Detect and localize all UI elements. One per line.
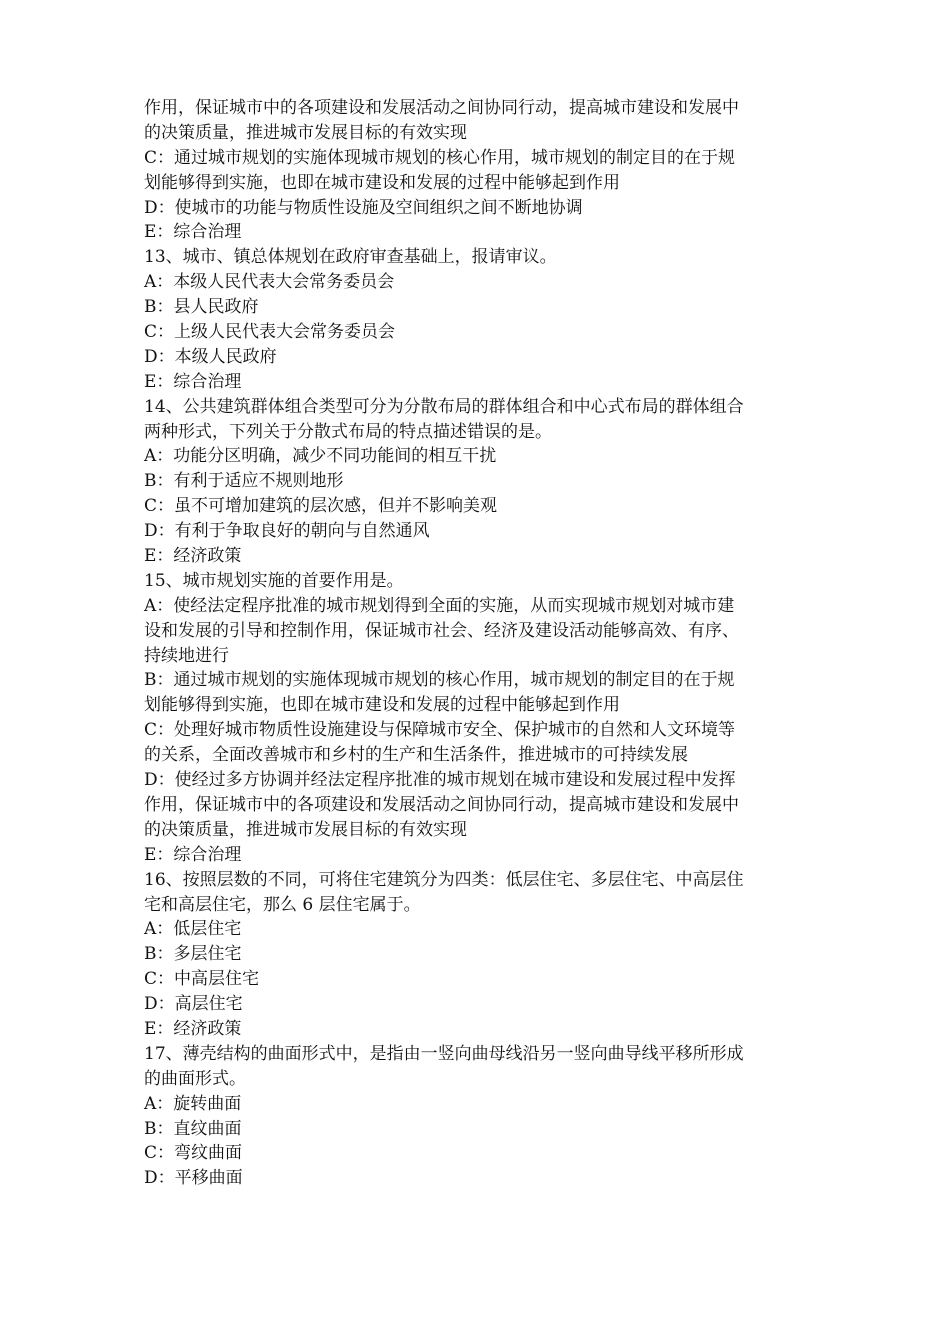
text-line: 的关系，全面改善城市和乡村的生产和生活条件，推进城市的可持续发展 [144, 745, 688, 766]
option-line: C：上级人民代表大会常务委员会 [144, 322, 396, 343]
option-line: B：多层住宅 [144, 944, 242, 965]
option-line: C：处理好城市物质性设施建设与保障城市安全、保护城市的自然和人文环境等 [144, 720, 736, 741]
option-line: E：经济政策 [144, 1018, 242, 1039]
question-14: 14、公共建筑群体组合类型可分为分散布局的群体组合和中心式布局的群体组合 [144, 396, 744, 417]
option-line: E：综合治理 [144, 222, 242, 243]
text-line: 持续地进行 [144, 645, 229, 666]
option-line: C：通过城市规划的实施体现城市规划的核心作用，城市规划的制定目的在于规 [144, 147, 736, 168]
text-line: 划能够得到实施，也即在城市建设和发展的过程中能够起到作用 [144, 695, 620, 716]
option-line: D：使经过多方协调并经法定程序批准的城市规划在城市建设和发展过程中发挥 [144, 770, 736, 791]
option-line: C：中高层住宅 [144, 969, 260, 990]
option-line: A：本级人民代表大会常务委员会 [144, 272, 395, 293]
text-line: 两种形式，下列关于分散式布局的特点描述错误的是。 [144, 421, 552, 442]
option-line: E：经济政策 [144, 546, 242, 567]
document-page [144, 96, 818, 1191]
option-line: D：本级人民政府 [144, 346, 277, 367]
option-line: A：旋转曲面 [144, 1093, 242, 1114]
question-13: 13、城市、镇总体规划在政府审查基础上，报请审议。 [144, 247, 557, 268]
text-line: 设和发展的引导和控制作用，保证城市社会、经济及建设活动能够高效、有序、 [144, 620, 739, 641]
option-line: D：平移曲面 [144, 1168, 243, 1189]
text-line: 的决策质量，推进城市发展目标的有效实现 [144, 122, 467, 143]
option-line: E：综合治理 [144, 371, 242, 392]
option-line: E：综合治理 [144, 844, 242, 865]
option-line: B：县人民政府 [144, 297, 259, 318]
option-line: D：高层住宅 [144, 994, 243, 1015]
question-16: 16、按照层数的不同，可将住宅建筑分为四类：低层住宅、多层住宅、中高层住 [144, 869, 744, 890]
question-17: 17、薄壳结构的曲面形式中，是指由一竖向曲母线沿另一竖向曲导线平移所形成 [144, 1043, 744, 1064]
question-15: 15、城市规划实施的首要作用是。 [144, 570, 404, 591]
option-line: D：使城市的功能与物质性设施及空间组织之间不断地协调 [144, 197, 583, 218]
option-line: B：直纹曲面 [144, 1118, 242, 1139]
text-line: 作用，保证城市中的各项建设和发展活动之间协同行动，提高城市建设和发展中 [144, 98, 739, 118]
text-line: 作用，保证城市中的各项建设和发展活动之间协同行动，提高城市建设和发展中 [144, 794, 739, 815]
option-line: D：有利于争取良好的朝向与自然通风 [144, 521, 430, 542]
option-line: B：通过城市规划的实施体现城市规划的核心作用，城市规划的制定目的在于规 [144, 670, 735, 691]
text-line: 的决策质量，推进城市发展目标的有效实现 [144, 819, 467, 840]
option-line: C：弯纹曲面 [144, 1143, 243, 1164]
text-line: 划能够得到实施，也即在城市建设和发展的过程中能够起到作用 [144, 172, 620, 193]
text-line: 的曲面形式。 [144, 1068, 246, 1089]
option-line: A：功能分区明确，减少不同功能间的相互干扰 [144, 446, 497, 467]
option-line: A：低层住宅 [144, 919, 242, 940]
option-line: C：虽不可增加建筑的层次感，但并不影响美观 [144, 496, 498, 517]
option-line: B：有利于适应不规则地形 [144, 471, 344, 492]
text-line: 宅和高层住宅，那么 6 层住宅属于。 [144, 894, 421, 915]
option-line: A：使经法定程序批准的城市规划得到全面的实施，从而实现城市规划对城市建 [144, 595, 735, 616]
